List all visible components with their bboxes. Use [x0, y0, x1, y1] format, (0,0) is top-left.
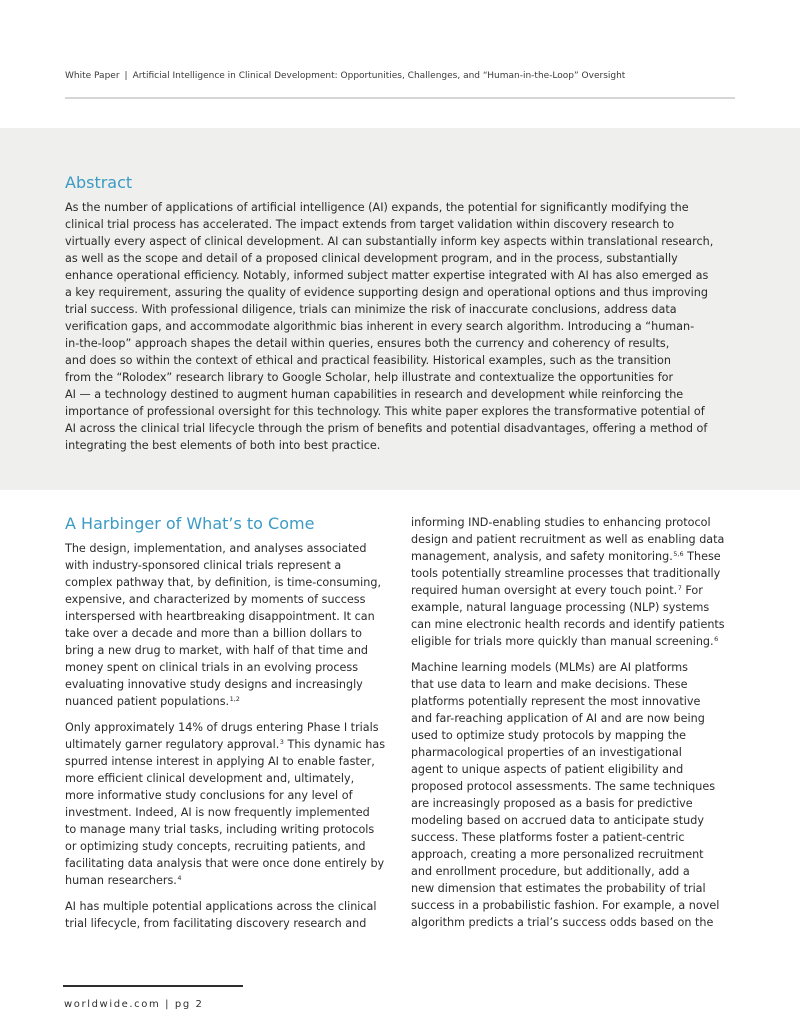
- text-segment: For: [681, 584, 703, 597]
- text-segment: enhance operational efficiency. Notably, informed subject matter expertise integrated with AI has also emerged as: [65, 269, 709, 282]
- text-line: [65, 386, 800, 403]
- text-segment: These: [683, 550, 721, 563]
- footnote-ref: 6: [714, 635, 719, 643]
- text-line: [65, 770, 395, 787]
- text-line: [65, 915, 395, 932]
- text-line: [411, 693, 741, 710]
- text-segment: modeling based on accrued data to anticipate study: [411, 814, 704, 827]
- text-segment: virtually every aspect of clinical development. AI can substantially inform key aspects within translational research,: [65, 235, 714, 248]
- text-segment: verification gaps, and accommodate algorithmic bias inherent in every search algorithm. Introducing a “human-: [65, 320, 695, 333]
- body-paragraph: [65, 898, 395, 932]
- text-segment: clinical trial process has accelerated. The impact extends from target validation within discovery research to: [65, 218, 675, 231]
- left-column: [65, 514, 395, 941]
- text-segment: bring a new drug to market, with half of that time and: [65, 644, 369, 657]
- right-column: [411, 514, 741, 940]
- text-segment: can mine electronic health records and identify patients: [411, 618, 725, 631]
- abstract-text: [65, 199, 800, 454]
- text-segment: integrating the best elements of both into best practice.: [65, 439, 381, 452]
- text-line: [65, 557, 395, 574]
- text-segment: nuanced patient populations.: [65, 695, 230, 708]
- text-segment: approach, creating a more personalized recruitment: [411, 848, 704, 861]
- text-segment: agent to unique aspects of patient eligibility and: [411, 763, 684, 776]
- text-segment: from the “Rolodex” research library to Google Scholar, help illustrate and contextualize the opportunities for: [65, 371, 674, 384]
- text-line: [65, 693, 395, 710]
- text-segment: complex pathway that, by definition, is time-consuming,: [65, 576, 382, 589]
- text-line: [411, 565, 741, 582]
- page-footer: [64, 998, 204, 1012]
- text-segment: eligible for trials more quickly than manual screening.: [411, 635, 714, 648]
- text-segment: in-the-loop” approach shapes the detail within queries, ensures both the currency and coherency of results,: [65, 337, 670, 350]
- text-segment: importance of professional oversight for this technology. This white paper explores the transformative potential of: [65, 405, 705, 418]
- text-segment: success. These platforms foster a patient-centric: [411, 831, 685, 844]
- text-segment: The design, implementation, and analyses associated: [65, 542, 367, 555]
- abstract-panel: [0, 128, 800, 490]
- text-line: [65, 642, 395, 659]
- text-line: [411, 744, 741, 761]
- footer-separator: |: [165, 999, 171, 1010]
- text-line: [411, 582, 741, 599]
- text-segment: facilitating data analysis that were once done entirely by: [65, 857, 385, 870]
- body-paragraph: [411, 514, 741, 650]
- text-segment: more informative study conclusions for any level of: [65, 789, 353, 802]
- text-segment: or optimizing study concepts, recruiting patients, and: [65, 840, 366, 853]
- text-line: [65, 719, 395, 736]
- text-segment: trial lifecycle, from facilitating discovery research and: [65, 917, 367, 930]
- footer-divider: [63, 985, 243, 987]
- text-segment: ultimately garner regulatory approval.: [65, 738, 280, 751]
- text-segment: and does so within the context of ethical and practical feasibility. Historical examples, such as the transition: [65, 354, 671, 367]
- text-segment: money spent on clinical trials in an evolving process: [65, 661, 359, 674]
- text-line: [411, 599, 741, 616]
- text-line: [411, 829, 741, 846]
- text-line: [65, 821, 395, 838]
- text-segment: as well as the scope and detail of a proposed clinical development program, and in the process, substantially: [65, 252, 678, 265]
- text-line: [65, 216, 800, 233]
- body-paragraph: [411, 659, 741, 931]
- text-line: [65, 335, 800, 352]
- text-segment: algorithm predicts a trial’s success odds based on the: [411, 916, 714, 929]
- running-header: [65, 70, 625, 82]
- text-line: [65, 787, 395, 804]
- text-segment: platforms potentially represent the most innovative: [411, 695, 701, 708]
- text-segment: new dimension that estimates the probability of trial: [411, 882, 706, 895]
- text-line: [411, 659, 741, 676]
- text-line: [411, 778, 741, 795]
- text-line: [411, 846, 741, 863]
- text-line: [411, 914, 741, 931]
- text-line: [65, 591, 395, 608]
- body-paragraph: [65, 719, 395, 889]
- text-line: [65, 753, 395, 770]
- text-segment: Machine learning models (MLMs) are AI platforms: [411, 661, 688, 674]
- text-line: [411, 676, 741, 693]
- page-number: pg 2: [174, 999, 204, 1010]
- text-line: [411, 710, 741, 727]
- text-segment: more efficient clinical development and, ultimately,: [65, 772, 355, 785]
- footnote-ref: 3: [279, 738, 284, 746]
- text-line: [65, 199, 800, 216]
- text-line: [411, 795, 741, 812]
- text-line: [65, 625, 395, 642]
- text-line: [65, 318, 800, 335]
- text-segment: interspersed with heartbreaking disappointment. It can: [65, 610, 375, 623]
- text-segment: AI across the clinical trial lifecycle through the prism of benefits and potential disadvantages, offering a method of: [65, 422, 708, 435]
- text-line: [411, 548, 741, 565]
- text-segment: and enrollment procedure, but additionally, add a: [411, 865, 690, 878]
- text-segment: proposed protocol assessments. The same techniques: [411, 780, 716, 793]
- text-line: [411, 616, 741, 633]
- footnote-ref: 7: [677, 584, 682, 592]
- text-line: [65, 676, 395, 693]
- header-divider: [65, 97, 735, 99]
- text-line: [65, 608, 395, 625]
- body-paragraph: [65, 540, 395, 710]
- footer-site: worldwide.com: [64, 999, 161, 1010]
- text-line: [65, 855, 395, 872]
- text-segment: evaluating innovative study designs and increasingly: [65, 678, 363, 691]
- footnote-ref: 5,6: [673, 550, 684, 558]
- text-segment: human researchers.: [65, 874, 177, 887]
- text-line: [411, 633, 741, 650]
- footnote-ref: 4: [177, 874, 182, 882]
- text-segment: success in a probabilistic fashion. For example, a novel: [411, 899, 720, 912]
- text-line: [411, 812, 741, 829]
- text-line: [65, 250, 800, 267]
- text-line: [411, 531, 741, 548]
- text-line: [65, 233, 800, 250]
- document-title: Artificial Intelligence in Clinical Development: Opportunities, Challenges, and “Human-in-the-Loop” Oversight: [132, 71, 626, 81]
- footnote-ref: 1,2: [229, 695, 240, 703]
- text-segment: This dynamic has: [283, 738, 386, 751]
- text-line: [65, 804, 395, 821]
- text-segment: design and patient recruitment as well as enabling data: [411, 533, 725, 546]
- text-line: [65, 437, 800, 454]
- text-segment: required human oversight at every touch point.: [411, 584, 678, 597]
- text-segment: AI has multiple potential applications across the clinical: [65, 900, 377, 913]
- text-line: [65, 574, 395, 591]
- text-line: [65, 301, 800, 318]
- text-line: [65, 872, 395, 889]
- text-line: [65, 659, 395, 676]
- text-line: [65, 540, 395, 557]
- text-line: [65, 284, 800, 301]
- text-line: [65, 736, 395, 753]
- text-segment: informing IND-enabling studies to enhancing protocol: [411, 516, 711, 529]
- text-segment: to manage many trial tasks, including writing protocols: [65, 823, 375, 836]
- text-segment: investment. Indeed, AI is now frequently implemented: [65, 806, 370, 819]
- text-segment: a key requirement, assuring the quality of evidence supporting design and operational options and thus improving: [65, 286, 708, 299]
- section-heading: A Harbinger of What’s to Come: [65, 514, 315, 533]
- text-segment: take over a decade and more than a billion dollars to: [65, 627, 362, 640]
- text-segment: that use data to learn and make decisions. These: [411, 678, 688, 691]
- text-line: [65, 369, 800, 386]
- text-segment: expensive, and characterized by moments of success: [65, 593, 366, 606]
- text-line: [411, 514, 741, 531]
- text-line: [65, 420, 800, 437]
- text-line: [65, 838, 395, 855]
- header-separator: |: [124, 71, 128, 81]
- text-segment: tools potentially streamline processes that traditionally: [411, 567, 721, 580]
- text-segment: AI — a technology destined to augment human capabilities in research and development while reinforcing the: [65, 388, 684, 401]
- text-line: [65, 403, 800, 420]
- text-line: [411, 727, 741, 744]
- text-segment: with industry-sponsored clinical trials represent a: [65, 559, 342, 572]
- text-segment: pharmacological properties of an investigational: [411, 746, 682, 759]
- text-line: [65, 267, 800, 284]
- abstract-heading: Abstract: [65, 173, 133, 192]
- text-segment: management, analysis, and safety monitoring.: [411, 550, 673, 563]
- text-segment: and far-reaching application of AI and are now being: [411, 712, 705, 725]
- text-segment: trial success. With professional diligence, trials can minimize the risk of inaccurate conclusions, address data: [65, 303, 677, 316]
- text-line: [411, 761, 741, 778]
- text-segment: spurred intense interest in applying AI to enable faster,: [65, 755, 375, 768]
- text-line: [65, 898, 395, 915]
- text-line: [411, 863, 741, 880]
- text-segment: example, natural language processing (NLP) systems: [411, 601, 710, 614]
- text-segment: As the number of applications of artificial intelligence (AI) expands, the potential for significantly modifying the: [65, 201, 689, 214]
- text-segment: Only approximately 14% of drugs entering Phase I trials: [65, 721, 379, 734]
- text-segment: are increasingly proposed as a basis for predictive: [411, 797, 693, 810]
- text-line: [65, 352, 800, 369]
- text-line: [411, 897, 741, 914]
- text-line: [411, 880, 741, 897]
- text-segment: used to optimize study protocols by mapping the: [411, 729, 687, 742]
- document-type-label: White Paper: [65, 71, 120, 81]
